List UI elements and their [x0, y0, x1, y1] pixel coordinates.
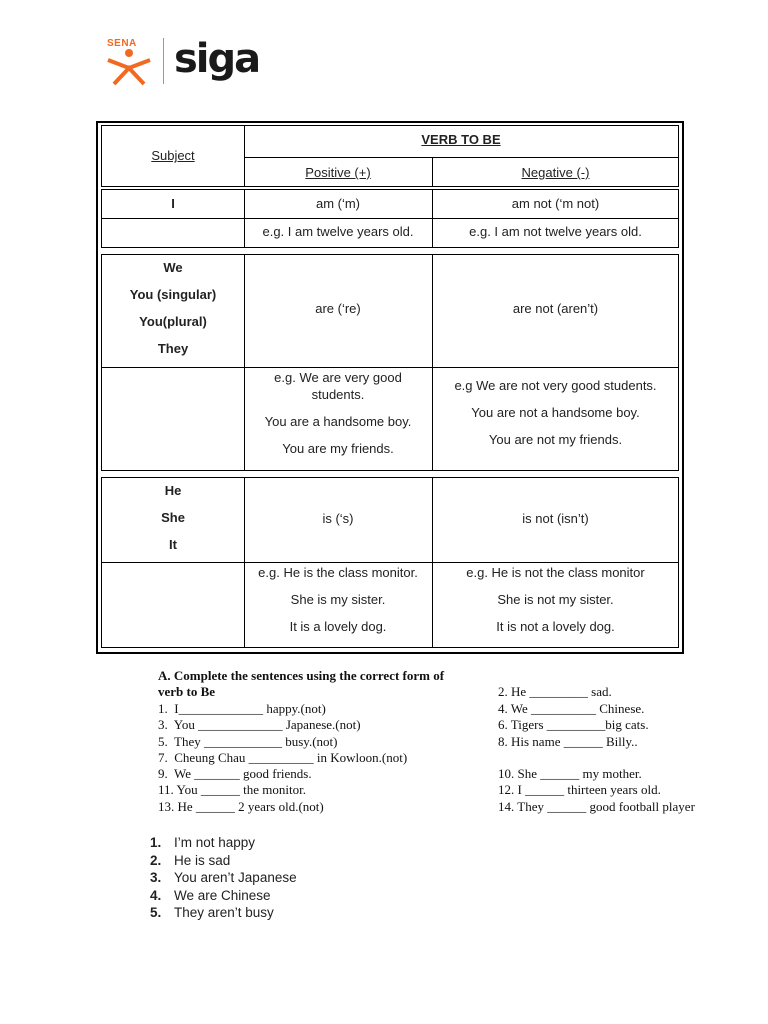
positive-header: Positive (+): [305, 165, 371, 180]
positive-form-cell: is (‘s): [322, 511, 354, 526]
table-group-he-she-it: [101, 477, 679, 648]
exercise-item: 11. You ______ the monitor.: [158, 782, 306, 797]
table-header: [101, 125, 679, 187]
exercise-title-line1: A. Complete the sentences using the correct form of: [158, 668, 445, 683]
positive-example: She is my sister.: [290, 592, 386, 607]
table-group-i: [101, 189, 679, 248]
negative-example: She is not my sister.: [497, 592, 614, 607]
exercise-item: 5. They ____________ busy.(not): [158, 734, 338, 749]
negative-example-cell: e.g. I am not twelve years old.: [469, 224, 642, 239]
positive-examples-cell: [244, 564, 432, 645]
exercise-item: 7. Cheung Chau __________ in Kowloon.(not): [158, 750, 408, 765]
exercise-title-line2: verb to Be: [158, 684, 216, 699]
positive-example: e.g. We are very good students.: [274, 370, 402, 402]
answer-item: 4. We are Chinese: [150, 887, 271, 903]
exercise-item: 6. Tigers _________big cats.: [498, 717, 649, 732]
subject-they: They: [157, 341, 189, 356]
verb-to-be-table: [96, 121, 684, 654]
exercise-item: 4. We __________ Chinese.: [498, 701, 645, 716]
negative-example: You are not a handsome boy.: [471, 405, 640, 420]
exercise-item: 12. I ______ thirteen years old.: [498, 782, 661, 797]
answer-item: 1. I’m not happy: [150, 835, 256, 850]
sena-figure-icon: [104, 48, 154, 86]
negative-form-cell: is not (isn’t): [522, 511, 589, 526]
exercise-item: 1. I_____________ happy.(not): [158, 701, 326, 716]
exercise-item: 2. He _________ sad.: [498, 684, 612, 699]
answers-list: [150, 834, 297, 922]
subject-she: She: [161, 510, 185, 525]
subject-header: Subject: [151, 148, 195, 163]
answer-item: 2. He is sad: [150, 852, 231, 868]
positive-example-cell: e.g. I am twelve years old.: [262, 224, 414, 239]
subject-you-singular: You (singular): [129, 287, 217, 302]
positive-example: You are my friends.: [282, 441, 394, 456]
exercise-item: 10. She ______ my mother.: [498, 766, 642, 781]
verb-to-be-header: VERB TO BE: [421, 132, 501, 147]
negative-examples-cell: [433, 564, 678, 645]
exercise-item: 14. They ______ good football player: [498, 799, 695, 814]
positive-form-cell: am (‘m): [315, 196, 361, 211]
negative-form-cell: am not (‘m not): [511, 196, 600, 211]
subject-it: It: [169, 537, 177, 552]
subject-he: He: [164, 483, 182, 498]
exercise-item: 8. His name ______ Billy..: [498, 734, 638, 749]
subject-cell: I: [171, 196, 175, 211]
exercise-item: 9. We _______ good friends.: [158, 766, 312, 781]
subject-you-plural: You(plural): [139, 314, 207, 329]
answer-item: 3. You aren’t Japanese: [150, 870, 297, 885]
negative-example: e.g We are not very good students.: [454, 378, 657, 393]
positive-example: You are a handsome boy.: [264, 414, 412, 429]
sena-siga-logo: [104, 36, 260, 88]
subject-cell: [102, 259, 244, 367]
positive-example: e.g. He is the class monitor.: [258, 565, 418, 580]
negative-example: It is not a lovely dog.: [496, 619, 615, 634]
subject-cell: [102, 482, 244, 563]
positive-form-cell: are (‘re): [315, 301, 361, 316]
negative-example: You are not my friends.: [488, 432, 623, 447]
positive-examples-cell: [250, 369, 426, 457]
positive-example: It is a lovely dog.: [289, 619, 387, 634]
table-group-we-you-they: [101, 254, 679, 471]
subject-we: We: [163, 260, 183, 275]
negative-examples-cell: [433, 377, 678, 458]
answer-item: 5. They aren’t busy: [150, 905, 274, 920]
exercise-item: 3. You _____________ Japanese.(not): [158, 717, 361, 732]
siga-logo-text: siga: [174, 36, 260, 82]
negative-example: e.g. He is not the class monitor: [466, 565, 645, 580]
exercise-item: 13. He ______ 2 years old.(not): [158, 799, 324, 814]
sena-logo-text: SENA: [107, 38, 137, 49]
negative-form-cell: are not (aren’t): [512, 301, 599, 316]
negative-header: Negative (-): [521, 165, 590, 180]
logo-divider: [163, 38, 164, 84]
